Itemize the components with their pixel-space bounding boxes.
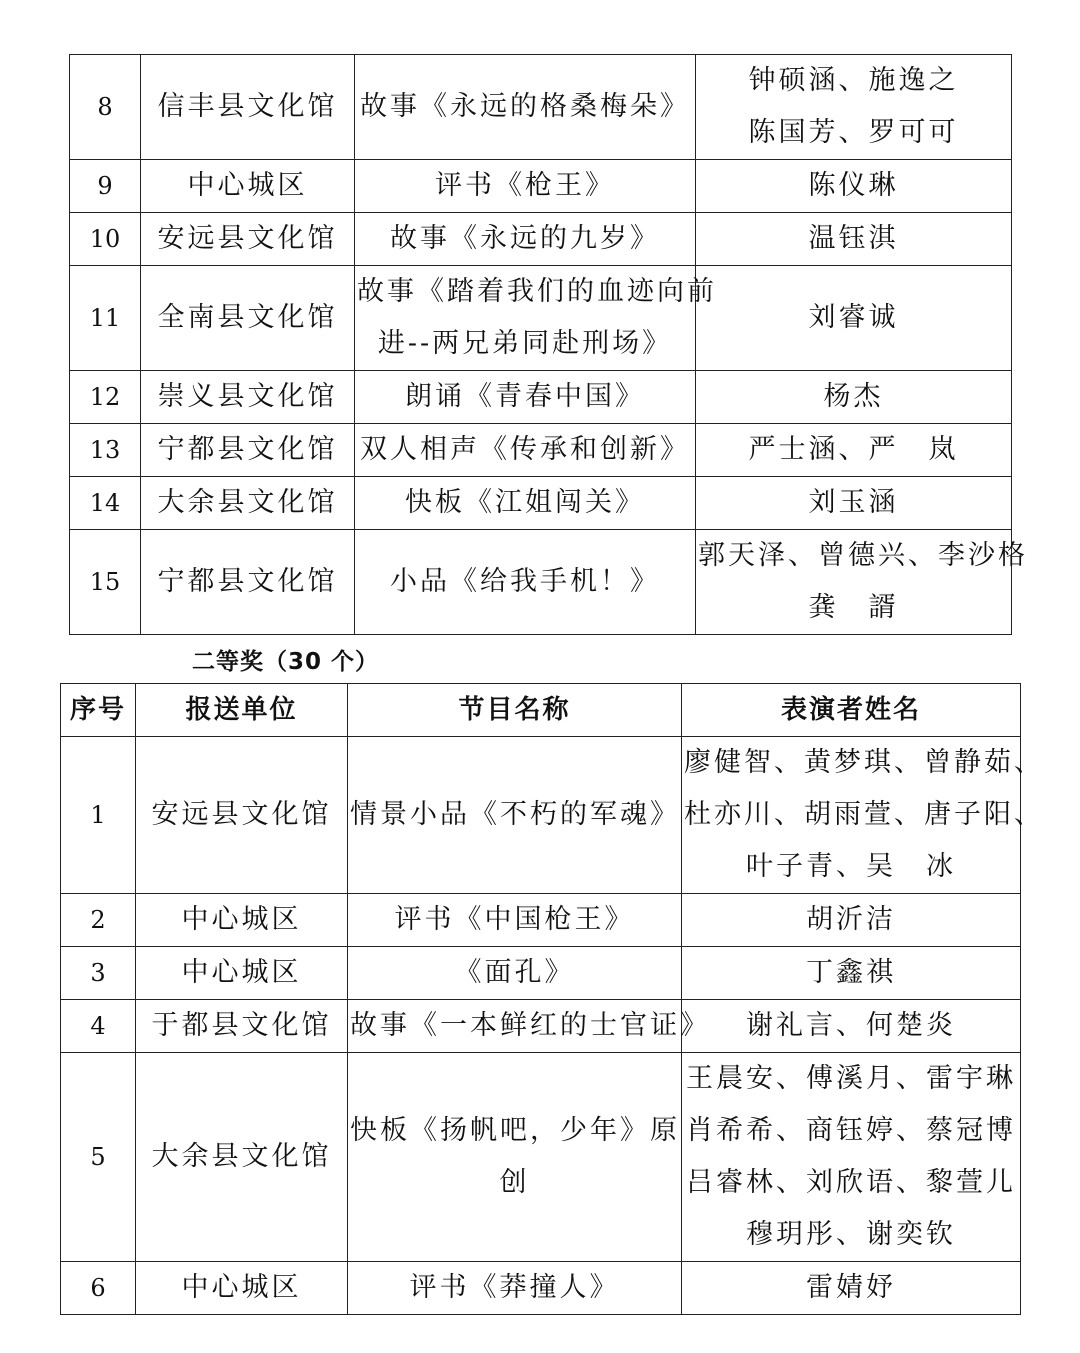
cell-no: 9 [70, 160, 141, 213]
cell-line: 朗诵《青春中国》 [405, 381, 645, 412]
table-row [70, 55, 1012, 160]
cell-line: 故事《永远的九岁》 [390, 223, 660, 254]
cell-performers [696, 55, 1012, 160]
cell-performers [682, 1000, 1021, 1053]
cell-line: 快板《扬帆吧，少年》原 [350, 1115, 680, 1146]
cell-no: 10 [70, 213, 141, 266]
cell-line: 吕睿林、刘欣语、黎萱儿 [686, 1167, 1016, 1198]
table-row [61, 1262, 1021, 1315]
table-row [61, 947, 1021, 1000]
table-row [70, 424, 1012, 477]
table-row [70, 371, 1012, 424]
cell-program [355, 530, 696, 635]
cell-program [355, 266, 717, 371]
cell-line: 快板《江姐闯关》 [405, 487, 645, 518]
award-table-body [70, 55, 1028, 635]
cell-line: 故事《踏着我们的血迹向前 [357, 276, 717, 307]
cell-line: 郭天泽、曾德兴、李沙格 [698, 540, 1028, 571]
cell-program [355, 424, 696, 477]
cell-performers [682, 1053, 1021, 1262]
cell-line: 进--两兄弟同赴刑场》 [377, 328, 673, 359]
cell-unit: 大余县文化馆 [141, 477, 355, 530]
table-row [61, 737, 1021, 894]
cell-program [348, 1262, 682, 1315]
cell-unit: 宁都县文化馆 [141, 424, 355, 477]
header-row [61, 684, 1021, 737]
cell-unit: 于都县文化馆 [136, 1000, 348, 1053]
cell-no: 1 [61, 737, 136, 894]
cell-line: 穆玥彤、谢奕钦 [746, 1219, 956, 1250]
cell-line: 评书《莽撞人》 [409, 1272, 620, 1303]
cell-line: 陈仪琳 [808, 170, 899, 201]
cell-no: 14 [70, 477, 141, 530]
cell-performers [696, 266, 1012, 371]
cell-program [355, 160, 696, 213]
header-program: 节目名称 [348, 684, 682, 737]
cell-no: 15 [70, 530, 141, 635]
cell-line: 严士涵、严 岚 [748, 434, 959, 465]
cell-line: 谢礼言、何楚炎 [746, 1010, 956, 1041]
cell-unit: 中心城区 [136, 894, 348, 947]
cell-no: 8 [70, 55, 141, 160]
cell-program [355, 55, 696, 160]
cell-performers [682, 737, 1044, 894]
table-row [61, 894, 1021, 947]
cell-performers [682, 947, 1021, 1000]
table-row [61, 1000, 1021, 1053]
cell-line: 刘睿诚 [808, 302, 899, 333]
second-prize-heading: 二等奖（30 个） [192, 649, 380, 675]
cell-program [348, 1053, 682, 1262]
cell-line: 肖希希、商钰婷、蔡冠博 [686, 1115, 1016, 1146]
cell-performers [682, 1262, 1021, 1315]
award-table-continued [69, 54, 1028, 635]
cell-unit: 安远县文化馆 [141, 213, 355, 266]
cell-unit: 中心城区 [136, 1262, 348, 1315]
cell-line: 刘玉涵 [808, 487, 899, 518]
cell-no: 12 [70, 371, 141, 424]
table-row [70, 213, 1012, 266]
cell-performers [696, 371, 1012, 424]
cell-unit: 宁都县文化馆 [141, 530, 355, 635]
cell-performers [696, 160, 1012, 213]
cell-no: 5 [61, 1053, 136, 1262]
cell-no: 3 [61, 947, 136, 1000]
cell-performers [696, 213, 1012, 266]
cell-program [355, 213, 696, 266]
cell-unit: 崇义县文化馆 [141, 371, 355, 424]
cell-no: 13 [70, 424, 141, 477]
table-header [61, 684, 1021, 737]
cell-program [348, 1000, 710, 1053]
table-row [70, 477, 1012, 530]
cell-line: 陈国芳、罗可可 [748, 117, 959, 148]
cell-unit: 中心城区 [141, 160, 355, 213]
cell-no: 11 [70, 266, 141, 371]
table-row [70, 530, 1012, 635]
table-row [70, 266, 1012, 371]
cell-program [348, 947, 682, 1000]
cell-no: 6 [61, 1262, 136, 1315]
header-no: 序号 [61, 684, 136, 737]
cell-line: 杜亦川、胡雨萱、唐子阳、 [684, 799, 1044, 830]
cell-program [355, 371, 696, 424]
second-prize-table [60, 683, 1044, 1315]
header-performers: 表演者姓名 [682, 684, 1021, 737]
cell-performers [696, 424, 1012, 477]
cell-line: 杨杰 [823, 381, 884, 412]
cell-line: 《面孔》 [454, 957, 575, 988]
cell-unit: 中心城区 [136, 947, 348, 1000]
cell-line: 胡沂洁 [806, 904, 896, 935]
cell-unit: 大余县文化馆 [136, 1053, 348, 1262]
cell-line: 情景小品《不朽的军魂》 [350, 799, 680, 830]
cell-no: 4 [61, 1000, 136, 1053]
cell-line: 丁鑫祺 [806, 957, 896, 988]
cell-line: 雷婧妤 [806, 1272, 896, 1303]
header-unit: 报送单位 [136, 684, 348, 737]
cell-line: 廖健智、黄梦琪、曾静茹、 [684, 747, 1044, 778]
cell-performers [696, 477, 1012, 530]
cell-line: 故事《永远的格桑梅朵》 [360, 91, 690, 122]
cell-unit: 信丰县文化馆 [141, 55, 355, 160]
cell-program [348, 737, 682, 894]
cell-program [348, 894, 682, 947]
second-prize-table-body [61, 737, 1044, 1315]
cell-line: 龚 諝 [808, 592, 899, 623]
cell-line: 创 [499, 1167, 530, 1198]
cell-unit: 安远县文化馆 [136, 737, 348, 894]
cell-line: 故事《一本鲜红的士官证》 [350, 1010, 710, 1041]
cell-line: 评书《枪王》 [435, 170, 615, 201]
cell-line: 温钰淇 [808, 223, 899, 254]
cell-line: 双人相声《传承和创新》 [360, 434, 690, 465]
table-row [70, 160, 1012, 213]
cell-program [355, 477, 696, 530]
cell-line: 评书《中国枪王》 [394, 904, 635, 935]
cell-unit: 全南县文化馆 [141, 266, 355, 371]
cell-no: 2 [61, 894, 136, 947]
cell-performers [696, 530, 1028, 635]
cell-line: 小品《给我手机！》 [390, 566, 660, 597]
cell-performers [682, 894, 1021, 947]
cell-line: 钟硕涵、施逸之 [748, 65, 959, 96]
table-row [61, 1053, 1021, 1262]
cell-line: 王晨安、傅溪月、雷宇琳 [686, 1063, 1016, 1094]
cell-line: 叶子青、吴 冰 [746, 851, 956, 882]
